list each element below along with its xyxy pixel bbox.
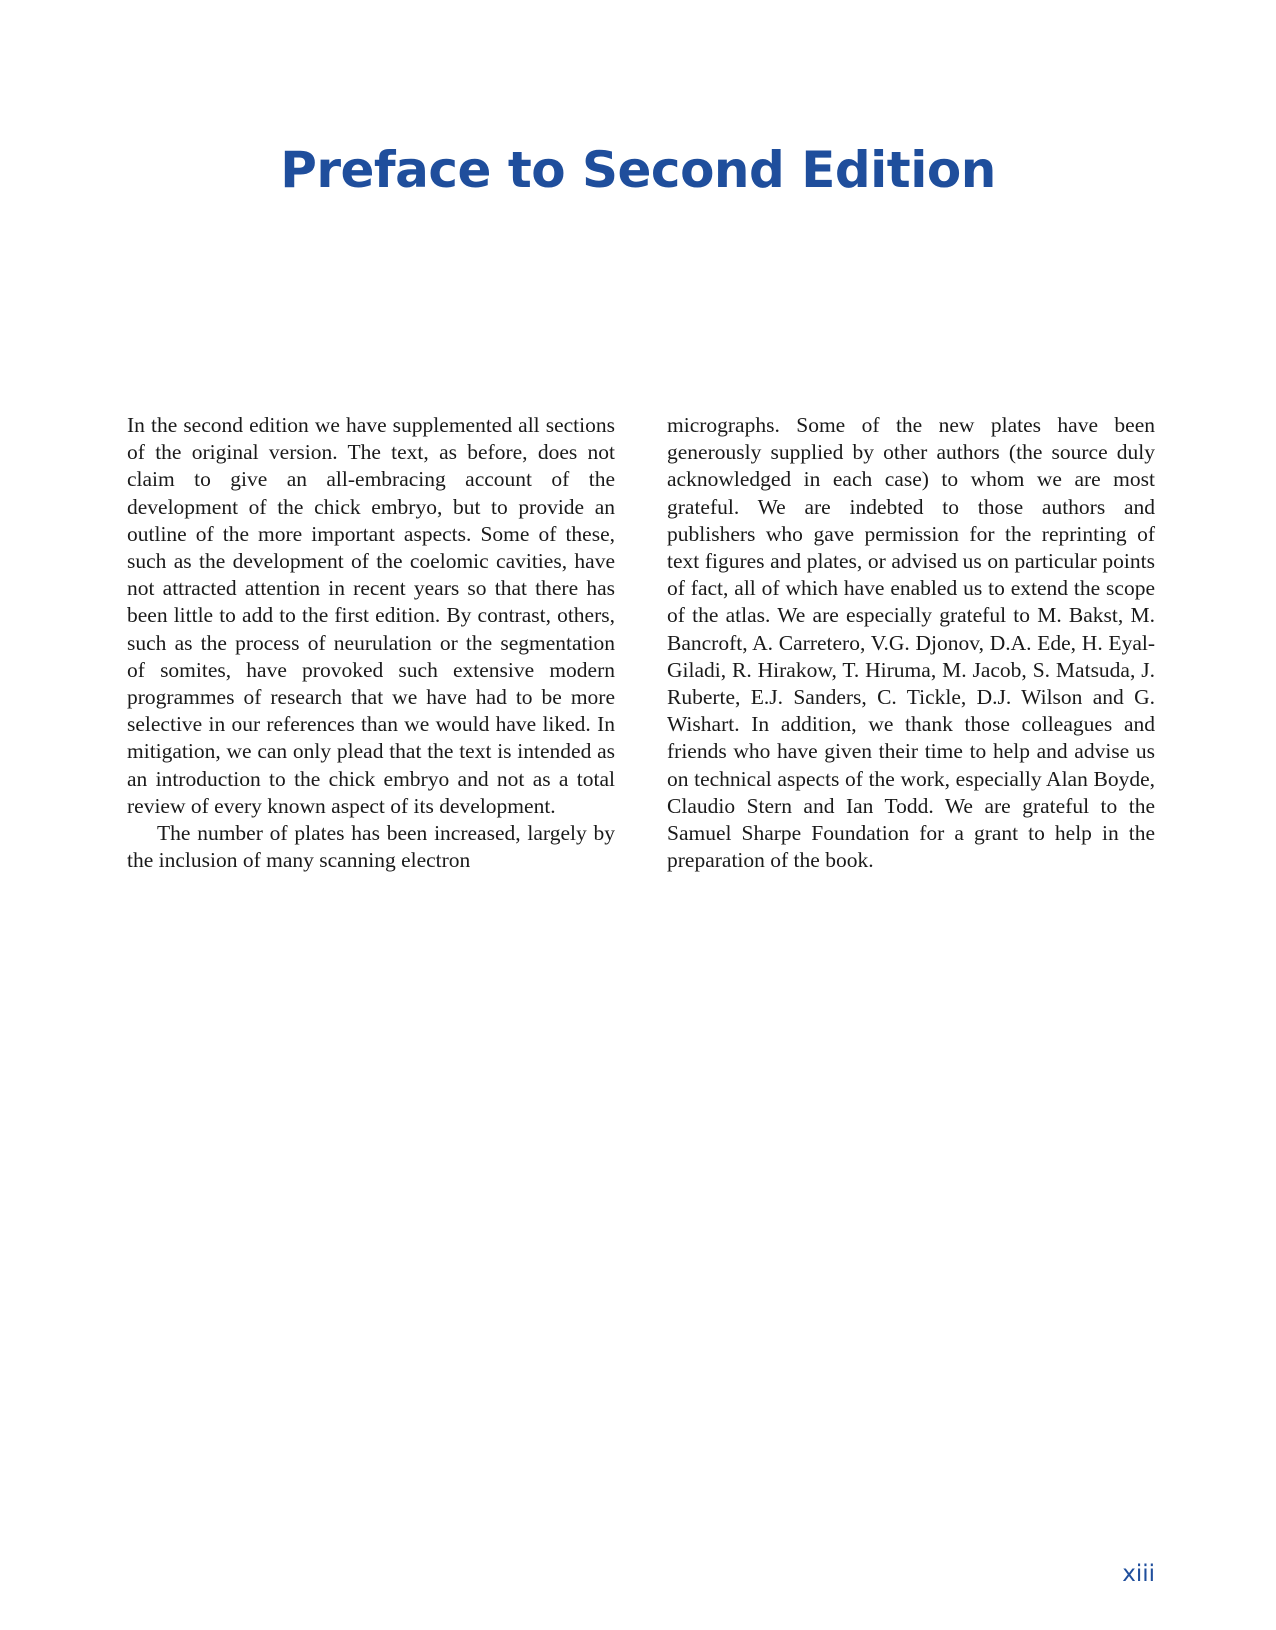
paragraph: In the second edition we have supplemented all sections of the original version. The text, as before, does not claim to give an all-embracing account of the development of the chick embryo, but to provide an outline of the more important aspects. Some of these, such as the development of the coelomic cavities, have not attracted attention in recent years so that there has been little to add to the first edition. By contrast, others, such as the process of neurulation or the segmentation of somites, have provoked such extensive modern programmes of research that we have had to be more selective in our references than we would have liked. In mitigation, we can only plead that the text is intended as an introduction to the chick embryo and not as a total review of every known aspect of its development. <box>127 413 615 818</box>
right-column <box>667 412 1155 874</box>
page-title: Preface to Second Edition <box>280 141 996 199</box>
body-columns <box>127 412 1155 874</box>
left-column <box>127 412 615 874</box>
paragraph: micrographs. Some of the new plates have been generously supplied by other authors (the source duly acknowledged in each case) to whom we are most grateful. We are indebted to those authors and publishers who gave permission for the reprinting of text figures and plates, or advised us on particular points of fact, all of which have enabled us to extend the scope of the atlas. We are especially grateful to M. Bakst, M. Bancroft, A. Carretero, V.G. Djonov, D.A. Ede, H. Eyal-Giladi, R. Hirakow, T. Hiruma, M. Jacob, S. Matsuda, J. Ruberte, E.J. Sanders, C. Tickle, D.J. Wilson and G. Wishart. In addition, we thank those colleagues and friends who have given their time to help and advise us on technical aspects of the work, especially Alan Boyde, Claudio Stern and Ian Todd. We are grateful to the Samuel Sharpe Foundation for a grant to help in the preparation of the book. <box>667 413 1155 873</box>
page-number: xiii <box>1122 1561 1155 1587</box>
paragraph: The number of plates has been increased, largely by the inclusion of many scanning electron <box>127 821 615 873</box>
